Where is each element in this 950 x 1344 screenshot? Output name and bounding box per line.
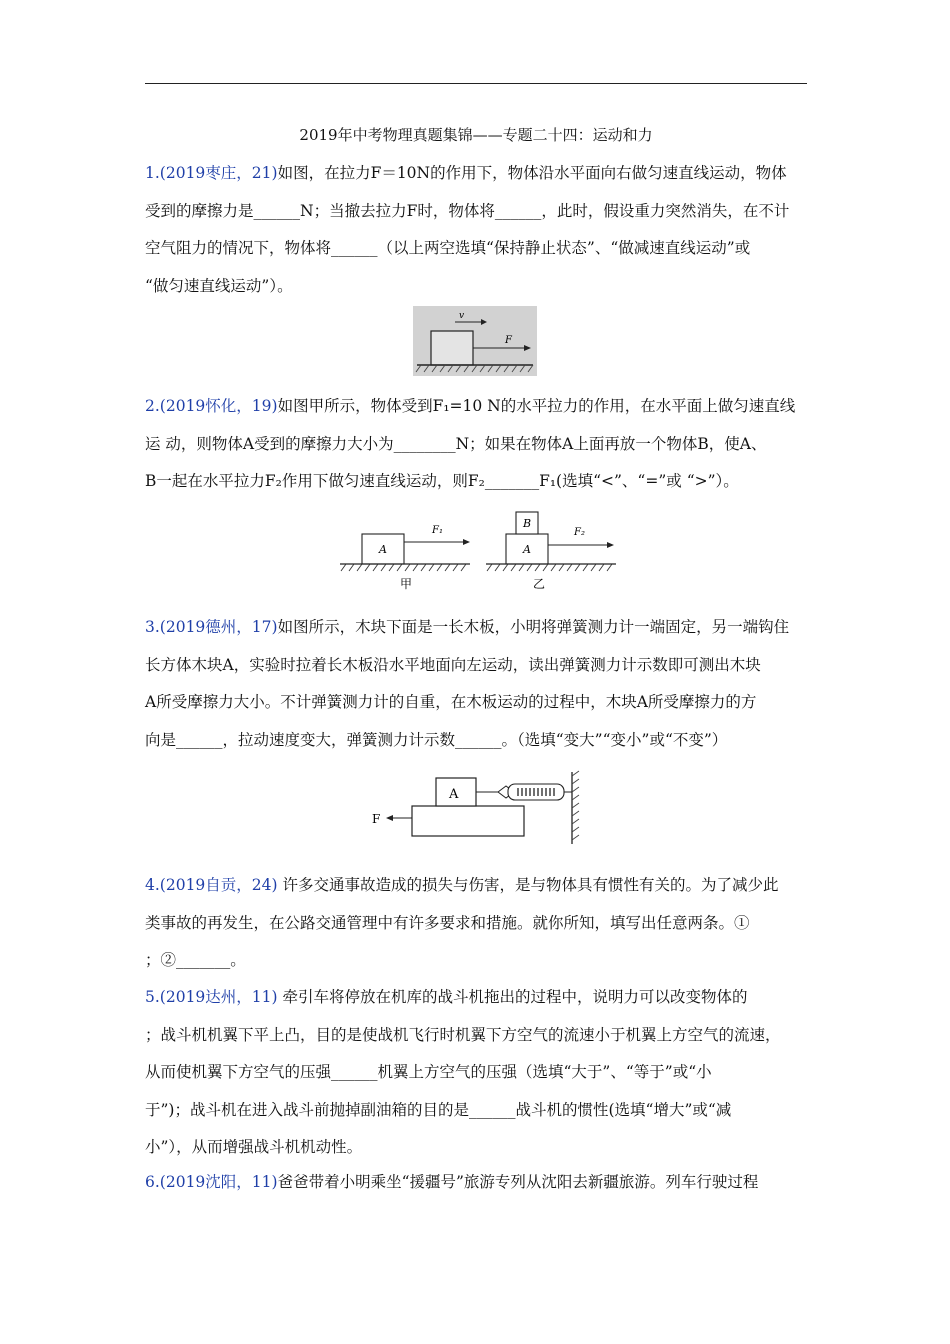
q2-yi-A-label: A — [523, 543, 531, 556]
question-1 — [145, 155, 810, 305]
q3-line-1: 如图所示，木块下面是一长木板，小明将弹簧测力计一端固定，另一端钩住 — [277, 618, 790, 636]
q3-number: 3. — [145, 618, 160, 636]
q5-line-5: 小”），从而增强战斗机机动性。 — [145, 1138, 363, 1156]
q5-line-1: 牵引车将停放在机库的战斗机拖出的过程中，说明力可以改变物体的 — [277, 988, 748, 1006]
q1-figure — [413, 306, 537, 376]
q5-line-3: 从而使机翼下方空气的压强______机翼上方空气的压强（选填“大于”、“等于”或“小 — [145, 1063, 712, 1081]
question-2 — [145, 388, 810, 501]
q6-line-1: 爸爸带着小明乘坐“援疆号”旅游专列从沈阳去新疆旅游。列车行驶过程 — [277, 1173, 759, 1191]
q6-number: 6. — [145, 1173, 160, 1191]
q2-yi-label: 乙 — [533, 577, 546, 590]
q4-source: (2019自贡，24) — [159, 876, 278, 894]
q5-line-2: ；战斗机机翼下平上凸，目的是使战机飞行时机翼下方空气的流速小于机翼上方空气的流速， — [145, 1025, 781, 1044]
question-5 — [145, 979, 810, 1167]
header-rule — [145, 83, 807, 84]
q2-source: (2019怀化，19) — [159, 397, 278, 415]
q1-F-label: F — [505, 335, 512, 346]
q3-F-label: F — [372, 812, 381, 826]
q4-number: 4. — [145, 876, 160, 894]
q2-jia-label: 甲 — [400, 577, 413, 590]
q1-line-2: 受到的摩擦力是______N；当撤去拉力F时，物体将______，此时，假设重力突然消失，在不计 — [145, 201, 790, 220]
q2-line-1: 如图甲所示，物体受到F₁=10 N的水平拉力的作用，在水平面上做匀速直线 — [277, 397, 796, 415]
q2-jia-A-label: A — [379, 543, 387, 556]
q1-line-3: 空气阻力的情况下，物体将______（以上两空选填“保持静止状态”、“做减速直线运动”或 — [145, 239, 751, 257]
q3-line-3: A所受摩擦力大小。不计弹簧测力计的自重，在木板运动的过程中，木块A所受摩擦力的方 — [145, 693, 757, 711]
q3-line-4: 向是______，拉动速度变大，弹簧测力计示数______。（选填“变大”“变小”或“不变”） — [145, 730, 728, 749]
q1-v-label: v — [459, 311, 465, 321]
q2-figure — [340, 508, 622, 590]
q2-F2-label: F₂ — [574, 527, 585, 538]
q5-number: 5. — [145, 988, 160, 1006]
q2-line-2: 运 动，则物体A受到的摩擦力大小为________N；如果在物体A上面再放一个物体B，使A、 — [145, 434, 767, 453]
q5-source: (2019达州，11) — [159, 988, 278, 1006]
q1-line-4: “做匀速直线运动”）。 — [145, 276, 293, 295]
q3-source: (2019德州，17) — [159, 618, 278, 636]
page-title: 2019年中考物理真题集锦——专题二十四：运动和力 — [299, 126, 653, 144]
question-4 — [145, 867, 810, 980]
q2-B-label: B — [523, 517, 532, 530]
q3-figure — [368, 768, 582, 848]
q1-source: (2019枣庄，21) — [159, 164, 278, 182]
q1-line-1: 如图，在拉力F＝10N的作用下，物体沿水平面向右做匀速直线运动，物体 — [277, 164, 787, 182]
question-3 — [145, 609, 810, 759]
q5-line-4: 于”)；战斗机在进入战斗前抛掉副油箱的目的是______战斗机的惯性(选填“增大”或“减 — [145, 1100, 732, 1119]
q2-line-3: B一起在水平拉力F₂作用下做匀速直线运动，则F₂_______F₁(选填“<”、“=”或 “>”）。 — [145, 472, 739, 490]
question-6 — [145, 1164, 810, 1202]
q2-F1-label: F₁ — [432, 525, 443, 536]
q6-source: (2019沈阳，11) — [159, 1173, 278, 1191]
q3-line-2: 长方体木块A，实验时拉着长木板沿水平地面向左运动，读出弹簧测力计示数即可测出木块 — [145, 655, 761, 674]
q4-line-2: 类事故的再发生，在公路交通管理中有许多要求和措施。就你所知，填写出任意两条。① — [145, 913, 750, 932]
q4-line-1: 许多交通事故造成的损失与伤害，是与物体具有惯性有关的。为了减少此 — [277, 876, 779, 894]
q1-number: 1. — [145, 164, 160, 182]
q2-number: 2. — [145, 397, 160, 415]
q4-line-3: ；②_______。 — [145, 951, 246, 969]
q3-A-label: A — [449, 787, 459, 802]
